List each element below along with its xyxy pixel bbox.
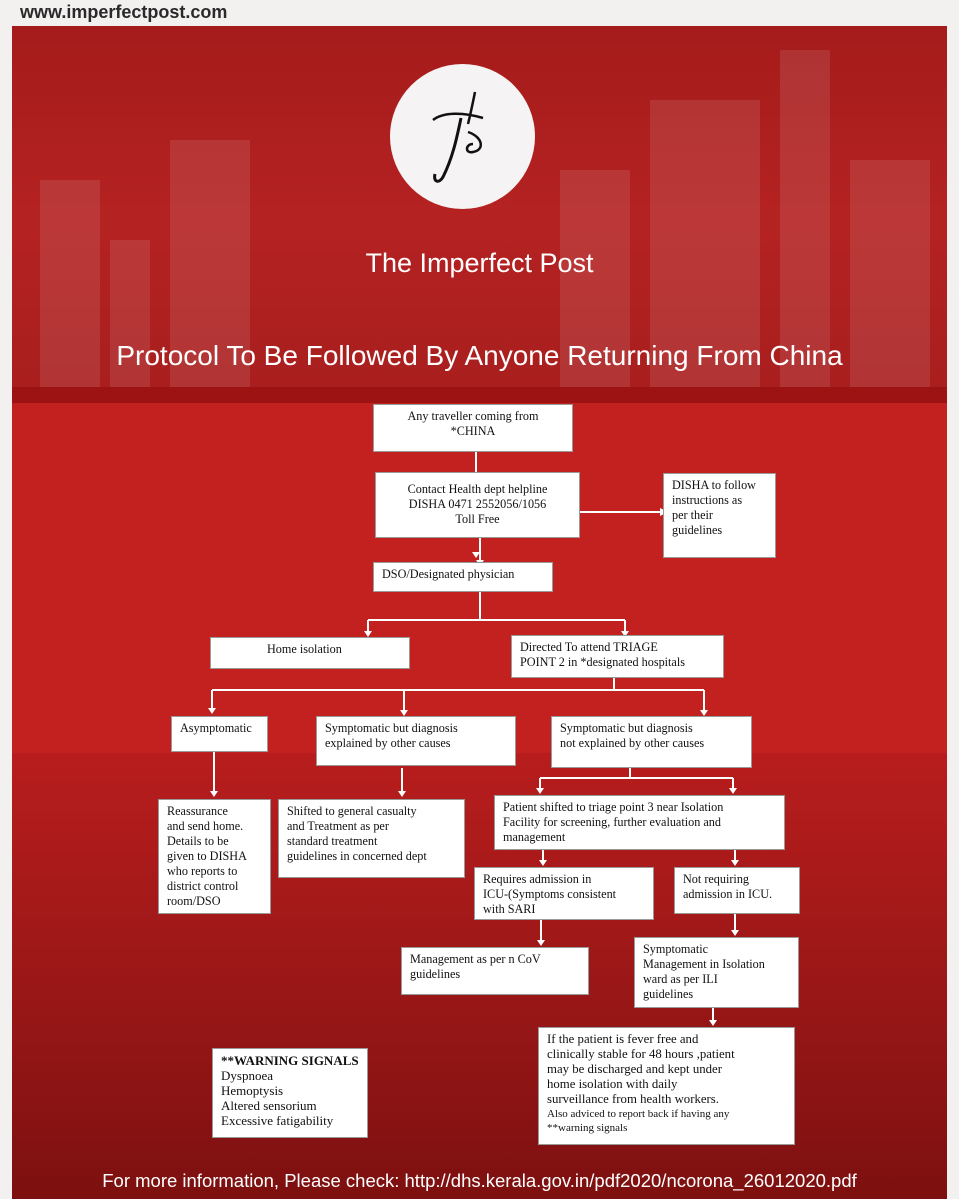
reassurance-text: Reassurance and send home. Details to be given to DISHA who reports to district control room/DSO bbox=[167, 804, 247, 908]
contact-helpline-box bbox=[375, 472, 580, 538]
brand-name: The Imperfect Post bbox=[365, 248, 594, 278]
symptomatic-explained-text: Symptomatic but diagnosis explained by other causes bbox=[325, 721, 458, 750]
icu-admission-box bbox=[474, 867, 654, 920]
symptomatic-not-explained-text: Symptomatic but diagnosis not explained by other causes bbox=[560, 721, 705, 750]
discharge-note: Also adviced to report back if having any **warning signals bbox=[547, 1108, 730, 1134]
discharge-box bbox=[538, 1027, 795, 1145]
isolation-ward-box bbox=[634, 937, 799, 1008]
dso-text: DSO/Designated physician bbox=[382, 567, 515, 581]
icu-text: Requires admission in ICU-(Symptoms consistent with SARI bbox=[483, 872, 617, 916]
asymptomatic-box bbox=[171, 716, 268, 752]
ncov-text: Management as per n CoV guidelines bbox=[410, 952, 541, 981]
triage-point-2-box bbox=[511, 635, 724, 678]
contact-text: Contact Health dept helpline DISHA 0471 2552056/1056 Toll Free bbox=[407, 482, 548, 526]
triage2-text: Directed To attend TRIAGE POINT 2 in *designated hospitals bbox=[520, 640, 685, 669]
warning-title: **WARNING SIGNALS bbox=[221, 1053, 359, 1068]
general-casualty-box bbox=[278, 799, 465, 878]
symptomatic-not-explained-box bbox=[551, 716, 752, 768]
no-icu-text: Not requiring admission in ICU. bbox=[683, 872, 773, 901]
asymptomatic-text: Asymptomatic bbox=[180, 721, 252, 735]
traveller-box bbox=[373, 404, 573, 452]
casualty-text: Shifted to general casualty and Treatment as per standard treatment guidelines in concerned dept bbox=[287, 804, 427, 863]
traveller-text: Any traveller coming from *CHINA bbox=[407, 409, 539, 438]
reassurance-box bbox=[158, 799, 271, 914]
home-isolation-box bbox=[210, 637, 410, 669]
disha-text: DISHA to follow instructions as per their guidelines bbox=[672, 478, 756, 537]
isolation-ward-text: Symptomatic Management in Isolation ward as per ILI guidelines bbox=[643, 942, 765, 1001]
home-isolation-text: Home isolation bbox=[267, 642, 342, 656]
disha-box bbox=[663, 473, 776, 558]
footer-info[interactable]: For more information, Please check: http://dhs.kerala.gov.in/pdf2020/ncorona_26012020.pdf bbox=[102, 1170, 857, 1191]
warning-list: Dyspnoea Hemoptysis Altered sensorium Excessive fatigability bbox=[221, 1068, 334, 1128]
triage3-text: Patient shifted to triage point 3 near Isolation Facility for screening, further evaluation and management bbox=[503, 800, 724, 844]
dso-box bbox=[373, 562, 553, 592]
symptomatic-explained-box bbox=[316, 716, 516, 766]
ncov-management-box bbox=[401, 947, 589, 995]
no-icu-box bbox=[674, 867, 800, 914]
triage-point-3-box bbox=[494, 795, 785, 850]
site-url[interactable]: www.imperfectpost.com bbox=[20, 2, 228, 22]
warning-signals-box bbox=[212, 1048, 368, 1138]
discharge-text: If the patient is fever free and clinically stable for 48 hours ,patient may be discharged and kept under home isolation with daily surveillance from health workers. bbox=[547, 1032, 735, 1106]
page-title: Protocol To Be Followed By Anyone Returning From China bbox=[116, 340, 843, 371]
